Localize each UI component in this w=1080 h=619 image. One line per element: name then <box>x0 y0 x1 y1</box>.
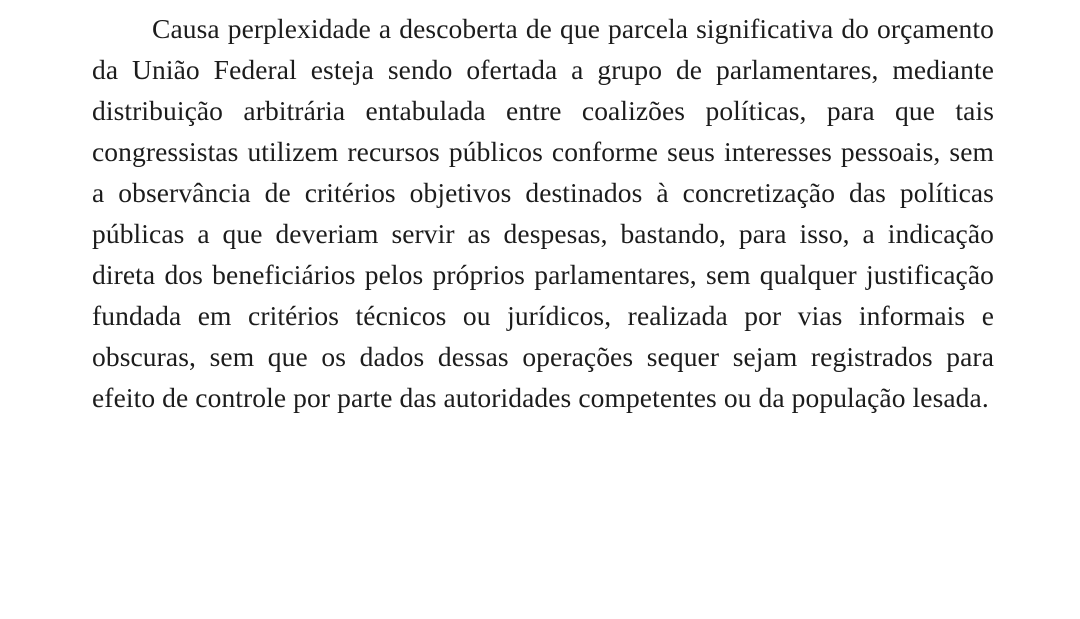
body-paragraph: Causa perplexidade a descoberta de que parcela significativa do orçamento da União Federal esteja sendo ofertada a grupo de parlamentares, mediante distribuição arbitrária entabulada entre coalizões políticas, para que tais congressistas utilizem recursos públicos conforme seus interesses pessoais, sem a observância de critérios objetivos destinados à concretização das políticas públicas a que deveriam servir as despesas, bastando, para isso, a indicação direta dos beneficiários pelos próprios parlamentares, sem qualquer justificação fundada em critérios técnicos ou jurídicos, realizada por vias informais e obscuras, sem que os dados dessas operações sequer sejam registrados para efeito de controle por parte das autoridades competentes ou da população lesada. <box>92 13 994 413</box>
cropped-previous-line <box>240 0 800 4</box>
